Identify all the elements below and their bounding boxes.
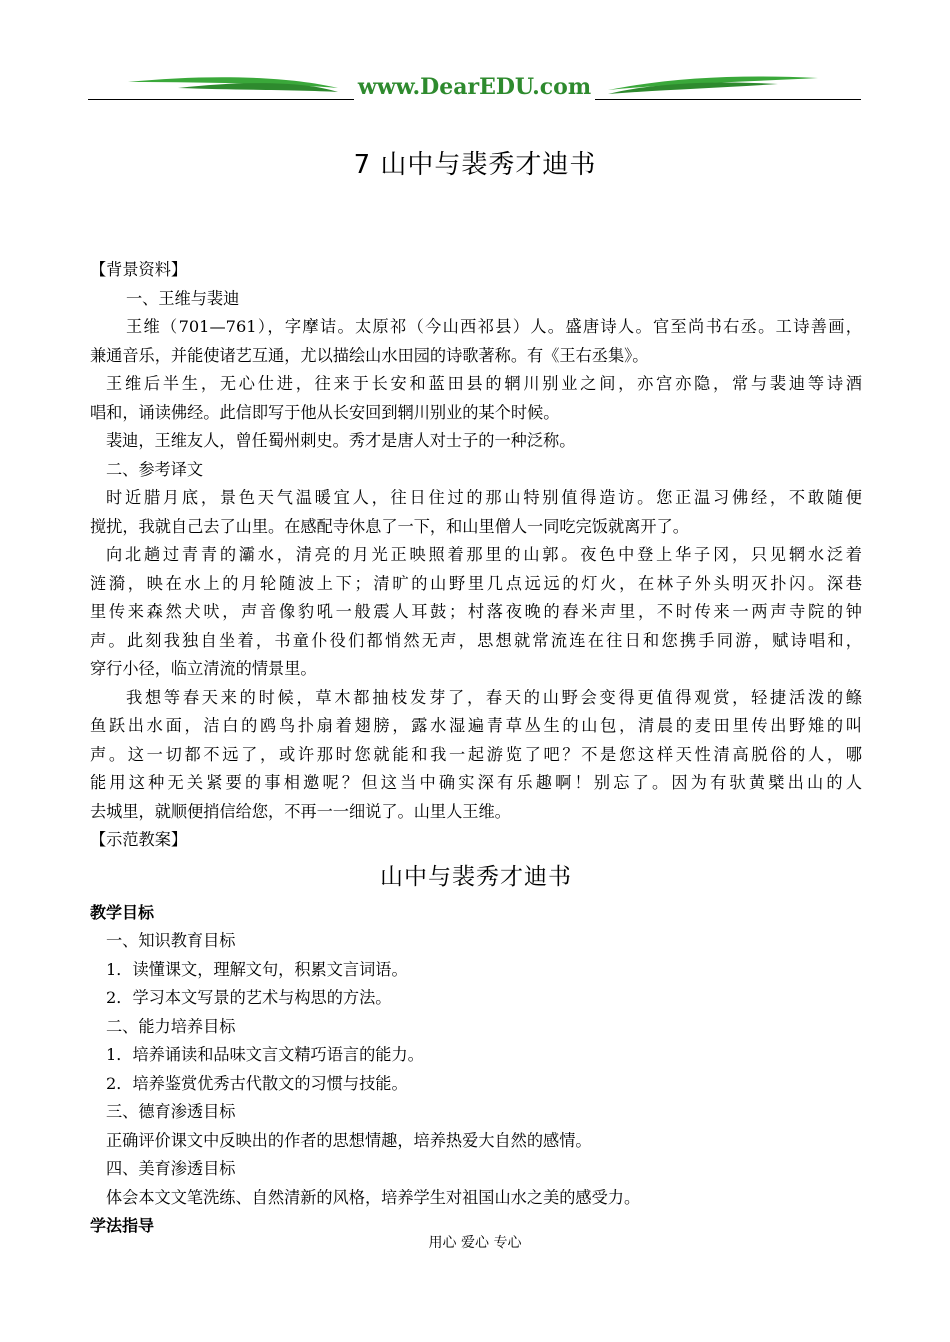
- paragraph-line: 里传来森然犬吠，声音像豹吼一般震人耳鼓；村落夜晚的舂米声里，不时传来一两声寺院的钟: [90, 602, 862, 621]
- paragraph-line: 声。此刻我独自坐着，书童仆役们都悄然无声，思想就常流连在往日和您携手同游，赋诗唱和，: [90, 630, 862, 650]
- paragraph-line: 时近腊月底，景色天气温暖宜人，往日住过的那山特别值得造访。您正温习佛经，不敢随便: [106, 488, 862, 507]
- goal-item: 2．培养鉴赏优秀古代散文的习惯与技能。: [106, 1073, 408, 1093]
- page-footer: 用心 爱心 专心: [428, 1235, 522, 1251]
- paragraph-line: 去城里，就顺便捎信给您，不再一一细说了。山里人王维。: [90, 801, 511, 821]
- goal-text: 体会本文文笔洗练、自然清新的风格，培养学生对祖国山水之美的感受力。: [106, 1187, 641, 1207]
- paragraph-line: 涟漪，映在水上的月轮随波上下；清旷的山野里几点远远的灯火，在林子外头明灭扑闪。深巷: [90, 573, 862, 593]
- goal-title: 二、能力培养目标: [106, 1016, 236, 1036]
- paragraph-line: 搅扰，我就自己去了山里。在感配寺休息了一下，和山里僧人一同吃完饭就离开了。: [90, 516, 689, 536]
- goal-title: 三、德育渗透目标: [106, 1102, 236, 1121]
- paragraph-line: 王维后半生，无心仕进，往来于长安和蓝田县的辋川别业之间，亦宫亦隐，常与裴迪等诗酒: [106, 374, 862, 393]
- lesson-heading: 【示范教案】: [90, 830, 188, 849]
- background-heading: 【背景资料】: [90, 260, 188, 279]
- paragraph-line: 向北趟过青青的灞水，清亮的月光正映照着那里的山郭。夜色中登上华子冈，只见辋水泛着: [106, 545, 862, 564]
- lesson-title: 山中与裴秀才迪书: [380, 863, 572, 890]
- goal-title: 四、美育渗透目标: [106, 1159, 236, 1178]
- goal-item: 1．培养诵读和品味文言文精巧语言的能力。: [106, 1045, 424, 1064]
- paragraph-line: 我想等春天来的时候，草木都抽枝发芽了，春天的山野会变得更值得观赏，轻捷活泼的鲦: [126, 687, 862, 707]
- paragraph-line: 鱼跃出水面，洁白的鸥鸟扑扇着翅膀，露水湿遍青草丛生的山包，清晨的麦田里传出野雉的叫: [90, 716, 862, 735]
- page-header: [88, 68, 861, 104]
- paragraph-line: 裴迪，王维友人，曾任蜀州刺史。秀才是唐人对士子的一种泛称。: [106, 431, 576, 450]
- paragraph-line: 王维（701—761），字摩诘。太原祁（今山西祁县）人。盛唐诗人。官至尚书右丞。工诗善画，: [126, 317, 862, 336]
- goals-heading: 教学目标: [90, 902, 155, 922]
- goal-text: 正确评价课文中反映出的作者的思想情趣，培养热爱大自然的感情。: [106, 1130, 592, 1150]
- method-heading: 学法指导: [90, 1216, 155, 1235]
- paragraph-line: 能用这种无关紧要的事相邀呢？但这当中确实深有乐趣啊！别忘了。因为有驮黄檗出山的人: [90, 773, 862, 792]
- paragraph-line: 兼通音乐，并能使诸艺互通，尤以描绘山水田园的诗歌著称。有《王右丞集》。: [90, 345, 649, 365]
- document-body: [90, 256, 862, 1241]
- section-wangwei-title: 一、王维与裴迪: [126, 288, 240, 308]
- section-translation-title: 二、参考译文: [106, 459, 204, 479]
- goal-title: 一、知识教育目标: [106, 931, 236, 950]
- goal-item: 1．读懂课文，理解文句，积累文言词语。: [106, 959, 408, 979]
- paragraph-line: 唱和，诵读佛经。此信即写于他从长安回到辋川别业的某个时候。: [90, 402, 560, 422]
- page-title: 7 山中与裴秀才迪书: [353, 150, 597, 180]
- paragraph-line: 穿行小径，临立清流的情景里。: [90, 659, 317, 678]
- goal-item: 2．学习本文写景的艺术与构思的方法。: [106, 988, 392, 1007]
- site-logo: www.DearEDU.com: [88, 74, 861, 100]
- paragraph-line: 声。这一切都不远了，或许那时您就能和我一起游览了吧？不是您这样天性清高脱俗的人，哪: [90, 744, 862, 764]
